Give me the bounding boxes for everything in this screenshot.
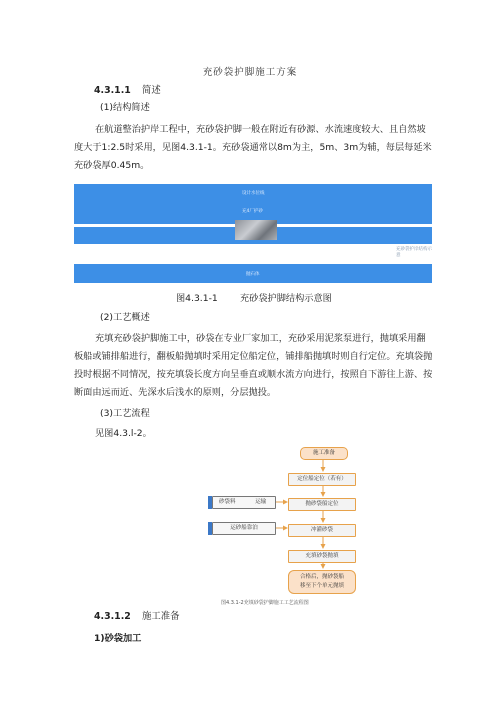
side1-label: 砂袋料	[219, 499, 236, 505]
fig1-label-right: 充砂袋护岸结构示意	[396, 247, 432, 258]
flow-end-box	[288, 570, 356, 594]
document-title: 充砂袋护脚施工方案	[202, 67, 298, 78]
fig1-label-bottom: 抛石体	[246, 272, 260, 277]
para1-line3: 充砂袋厚0.45m。	[74, 160, 150, 171]
para2-line3: 投时根据不同情况，按充填袋长度方向呈垂直或顺水流方向进行，按照自下游往上游、按	[74, 369, 433, 380]
fig1-label-top: 设计水位线	[242, 191, 265, 196]
para1-line2: 度大于1:2.5时采用，见图4.3.1-1。充砂袋通常以8m为主，5m、3m为辅，每层每延米	[74, 142, 432, 153]
fig1-label-mid: 充4厂护砂	[242, 209, 263, 214]
flow-step1-box: 定位船定位（若有）	[288, 473, 356, 486]
flow-end-line2: 移至下个单元抛填	[299, 583, 344, 589]
subheading-structure: (1)结构简述	[100, 102, 150, 113]
figure1-caption-text: 充砂袋护脚结构示意图	[240, 293, 332, 304]
subheading-process: (2)工艺概述	[100, 312, 150, 323]
flow-side1-box	[212, 496, 276, 509]
flow-step3-box: 冲灌砂袋	[288, 524, 356, 537]
revetment-photo	[235, 220, 277, 240]
flow-step4-box: 充填砂袋抛填	[288, 550, 356, 563]
para2-line2: 板船或铺排船进行，翻板船抛填时采用定位船定位，铺排船抛填时则自行定位。充填袋抛	[74, 351, 433, 362]
structure-figure	[74, 184, 432, 284]
subheading-flow: (3)工艺流程	[100, 408, 150, 419]
flow-start-box: 施工准备	[300, 447, 348, 460]
para1-line1: 在航道整治护岸工程中，充砂袋护脚一般在附近有砂源、水流速度较大、且自然坡	[95, 124, 426, 135]
section-number-4311: 4.3.1.1	[94, 85, 131, 96]
process-flowchart	[200, 444, 356, 594]
para2-line1: 充填充砂袋护脚施工中，砂袋在专业厂家加工，充砂采用泥浆泵进行，抛填采用翻	[95, 333, 426, 344]
flow-end-line1: 合格后，抛砂袋船	[299, 574, 344, 580]
flow-side2-box: 运砂船靠泊	[212, 522, 276, 535]
section-number-4312: 4.3.1.2	[94, 611, 131, 622]
subheading-sandbag-processing: 1)砂袋加工	[94, 633, 142, 644]
figure1-caption-number: 图4.3.1-1	[176, 293, 218, 304]
see-figure-text: 见图4.3.l-2。	[95, 428, 152, 439]
flowchart-caption: 图4.3.1-2充填砂袋护脚施工工艺流程图	[221, 600, 309, 606]
section-title-4312: 施工准备	[142, 611, 180, 622]
flow-step2-box: 抛砂袋船定位	[288, 498, 356, 511]
section-title-4311: 简述	[142, 85, 161, 96]
side1-action: 运输	[255, 499, 267, 505]
para2-line4: 断面由远而近、先深水后浅水的原则，分层抛投。	[74, 387, 277, 398]
